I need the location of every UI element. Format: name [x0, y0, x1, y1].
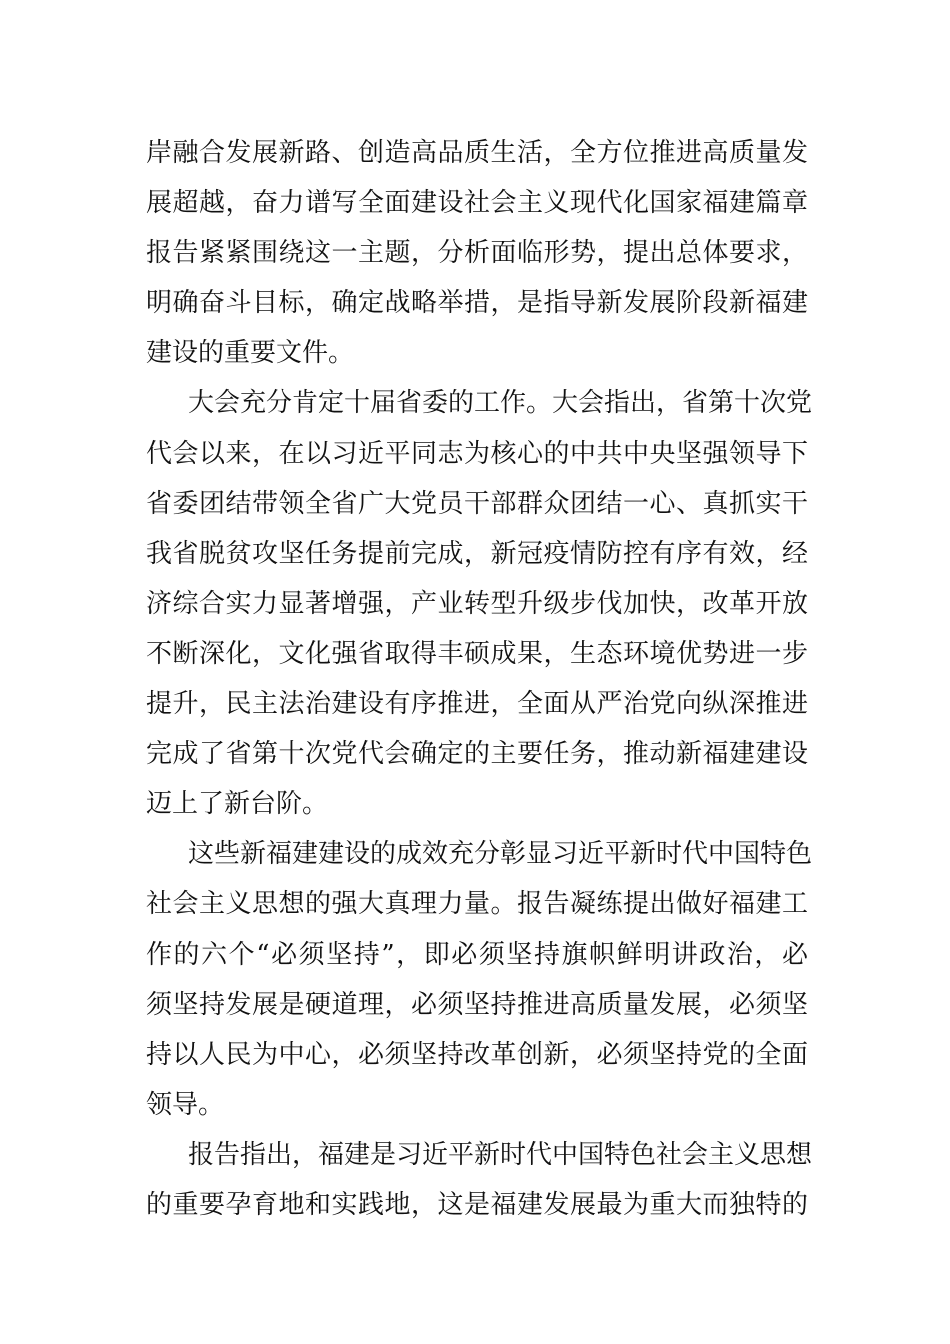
- paragraph-2-line-8: 完成了省第十次党代会确定的主要任务，推动新福建建设: [146, 739, 808, 770]
- paragraph-3-line-2: 社会主义思想的强大真理力量。报告凝练提出做好福建工: [146, 889, 808, 920]
- paragraph-3-line-5: 持以人民为中心，必须坚持改革创新，必须坚持党的全面: [146, 1039, 808, 1070]
- paragraph-2-line-1: 大会充分肯定十届省委的工作。大会指出，省第十次党: [188, 388, 813, 419]
- paragraph-2-line-3: 省委团结带领全省广大党员干部群众团结一心、真抓实干: [146, 488, 808, 519]
- paragraph-1-line-1: 岸融合发展新路、创造高品质生活，全方位推进高质量发: [146, 138, 808, 168]
- paragraph-1-line-5: 建设的重要文件。: [146, 338, 355, 369]
- paragraph-3-line-1: 这些新福建建设的成效充分彰显习近平新时代中国特色: [188, 839, 813, 870]
- paragraph-3-line-4: 须坚持发展是硬道理，必须坚持推进高质量发展，必须坚: [146, 989, 808, 1020]
- paragraph-3-line-6: 领导。: [146, 1089, 225, 1120]
- paragraph-2-line-4: 我省脱贫攻坚任务提前完成，新冠疫情防控有序有效，经: [146, 538, 808, 569]
- paragraph-3-line-3: 作的六个“必须坚持”，即必须坚持旗帜鲜明讲政治，必: [146, 939, 808, 970]
- paragraph-1-line-2: 展超越，奋力谱写全面建设社会主义现代化国家福建篇章: [146, 188, 808, 219]
- paragraph-1-line-4: 明确奋斗目标，确定战略举措，是指导新发展阶段新福建: [146, 288, 808, 319]
- paragraph-2-line-7: 提升，民主法治建设有序推进，全面从严治党向纵深推进: [146, 689, 808, 720]
- body-text: [146, 128, 813, 1230]
- paragraph-4-line-2: 的重要孕育地和实践地，这是福建发展最为重大而独特的: [146, 1189, 808, 1220]
- paragraph-2-line-9: 迈上了新台阶。: [146, 789, 329, 820]
- paragraph-2-line-5: 济综合实力显著增强，产业转型升级步伐加快，改革开放: [146, 588, 808, 619]
- paragraph-1-line-3: 报告紧紧围绕这一主题，分析面临形势，提出总体要求，: [146, 238, 808, 269]
- paragraph-4-line-1: 报告指出，福建是习近平新时代中国特色社会主义思想: [188, 1139, 813, 1170]
- paragraph-2-line-6: 不断深化，文化强省取得丰硕成果，生态环境优势进一步: [146, 638, 808, 669]
- paragraph-2-line-2: 代会以来，在以习近平同志为核心的中共中央坚强领导下: [146, 438, 808, 469]
